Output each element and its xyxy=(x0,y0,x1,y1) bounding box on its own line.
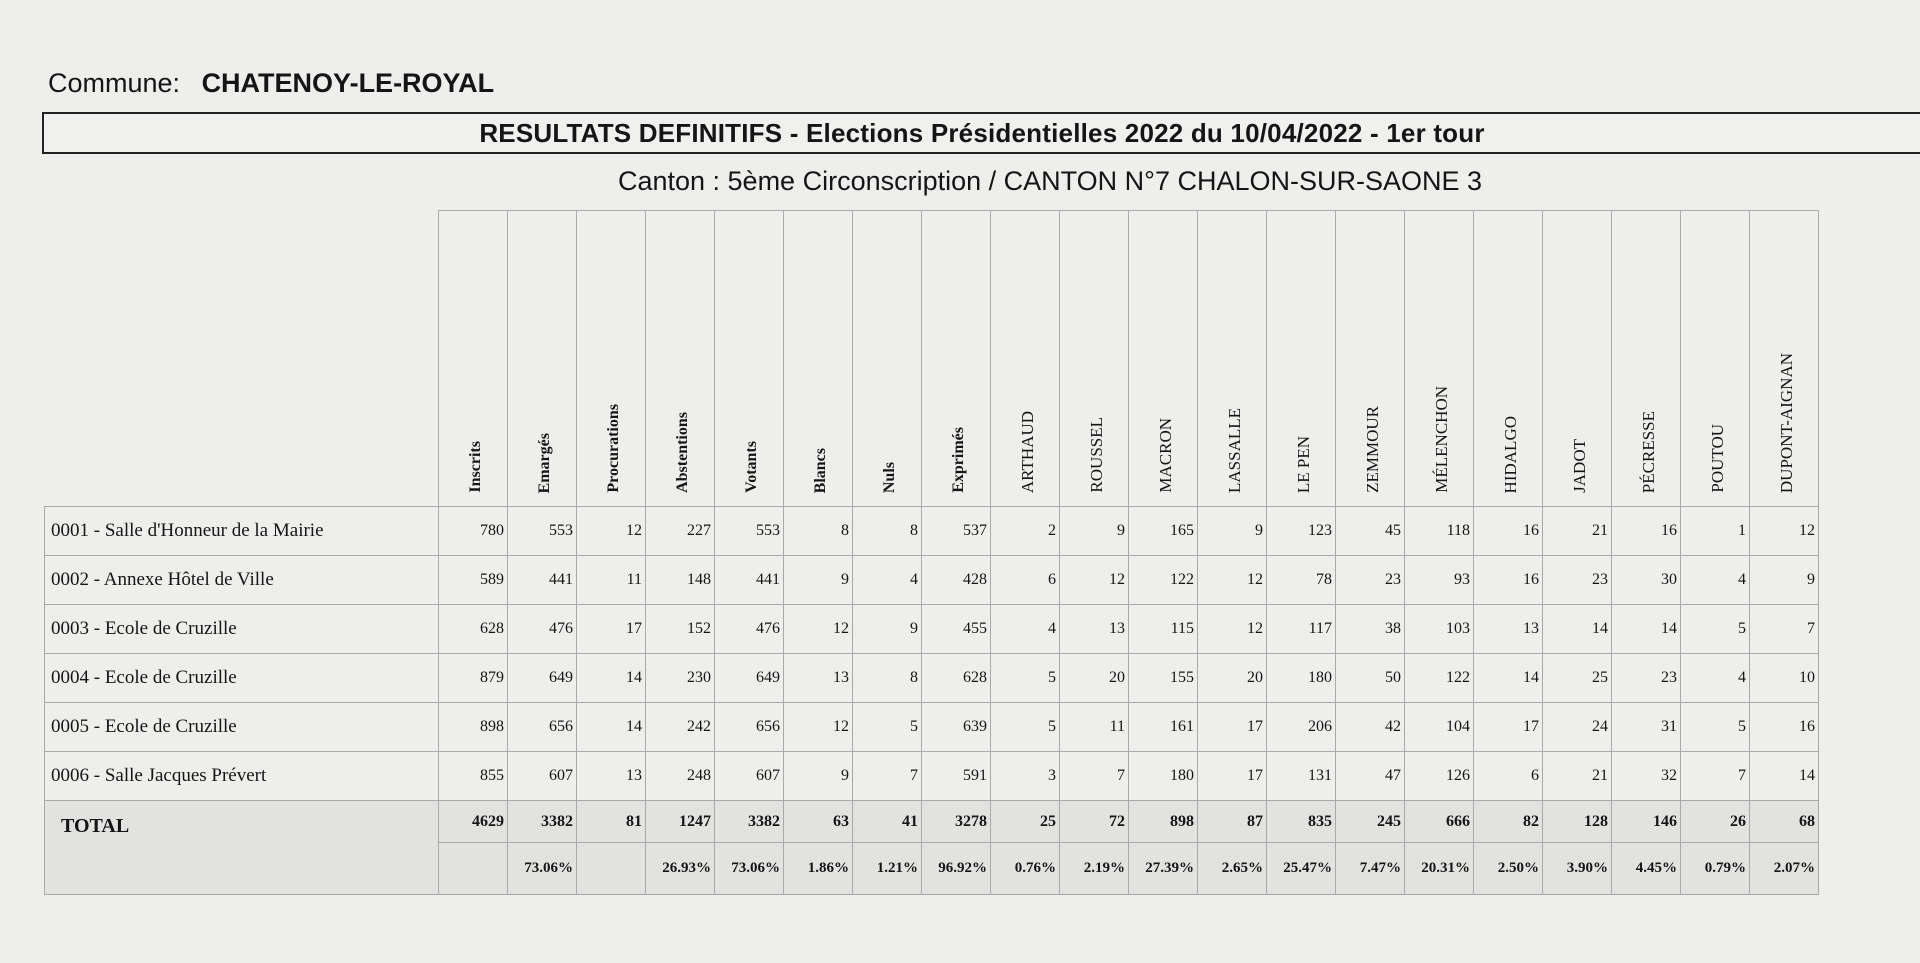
percentage-cell: 2.19% xyxy=(1060,843,1129,895)
table-cell: 12 xyxy=(1060,556,1129,605)
table-cell: 161 xyxy=(1129,703,1198,752)
column-header-melenchon xyxy=(1405,211,1474,507)
table-cell: 455 xyxy=(922,605,991,654)
table-cell: 38 xyxy=(1336,605,1405,654)
table-cell: 9 xyxy=(1060,507,1129,556)
table-cell: 9 xyxy=(853,605,922,654)
polling-station-name: 0006 - Salle Jacques Prévert xyxy=(45,752,439,801)
table-cell: 131 xyxy=(1267,752,1336,801)
table-cell: 441 xyxy=(715,556,784,605)
total-cell: 835 xyxy=(1267,801,1336,843)
total-label: TOTAL xyxy=(45,801,439,843)
table-cell: 14 xyxy=(577,654,646,703)
column-header-emarges xyxy=(508,211,577,507)
table-cell: 5 xyxy=(853,703,922,752)
table-cell: 476 xyxy=(508,605,577,654)
total-cell: 245 xyxy=(1336,801,1405,843)
column-header-label: Nuls xyxy=(881,461,898,493)
column-header-hidalgo xyxy=(1474,211,1543,507)
table-cell: 21 xyxy=(1543,752,1612,801)
table-cell: 13 xyxy=(577,752,646,801)
table-cell: 93 xyxy=(1405,556,1474,605)
table-cell: 17 xyxy=(1474,703,1543,752)
table-cell: 7 xyxy=(1681,752,1750,801)
percentage-cell: 0.79% xyxy=(1681,843,1750,895)
table-cell: 553 xyxy=(715,507,784,556)
table-cell: 649 xyxy=(715,654,784,703)
table-cell: 537 xyxy=(922,507,991,556)
table-cell: 16 xyxy=(1750,703,1819,752)
table-row xyxy=(45,507,1819,556)
table-cell: 148 xyxy=(646,556,715,605)
table-cell: 855 xyxy=(439,752,508,801)
table-cell: 16 xyxy=(1474,507,1543,556)
column-header-label: Procurations xyxy=(605,404,622,493)
table-cell: 5 xyxy=(991,654,1060,703)
canton-line: Canton : 5ème Circonscription / CANTON N°7 CHALON-SUR-SAONE 3 xyxy=(617,166,1483,196)
table-cell: 14 xyxy=(577,703,646,752)
column-header-abstentions xyxy=(646,211,715,507)
commune-name: CHATENOY-LE-ROYAL xyxy=(201,68,495,98)
column-header-lassalle xyxy=(1198,211,1267,507)
table-cell: 649 xyxy=(508,654,577,703)
table-cell: 8 xyxy=(784,507,853,556)
column-header-le-pen xyxy=(1267,211,1336,507)
column-header-blancs xyxy=(784,211,853,507)
total-cell: 87 xyxy=(1198,801,1267,843)
table-cell: 9 xyxy=(1750,556,1819,605)
table-cell: 17 xyxy=(577,605,646,654)
column-header-dupont-aignan xyxy=(1750,211,1819,507)
table-cell: 476 xyxy=(715,605,784,654)
table-cell: 9 xyxy=(1198,507,1267,556)
table-cell: 20 xyxy=(1060,654,1129,703)
column-header-label: MÉLENCHON xyxy=(1432,386,1451,493)
table-cell: 242 xyxy=(646,703,715,752)
percentage-cell: 27.39% xyxy=(1129,843,1198,895)
column-header-procurations xyxy=(577,211,646,507)
table-cell: 12 xyxy=(784,605,853,654)
table-cell: 14 xyxy=(1543,605,1612,654)
percentage-cell: 2.65% xyxy=(1198,843,1267,895)
percentage-cell: 1.21% xyxy=(853,843,922,895)
table-cell: 553 xyxy=(508,507,577,556)
column-header-label: Blancs xyxy=(812,447,829,493)
percentage-cell: 7.47% xyxy=(1336,843,1405,895)
table-cell: 9 xyxy=(784,556,853,605)
table-cell: 118 xyxy=(1405,507,1474,556)
table-cell: 117 xyxy=(1267,605,1336,654)
total-cell: 1247 xyxy=(646,801,715,843)
table-cell: 248 xyxy=(646,752,715,801)
table-cell: 47 xyxy=(1336,752,1405,801)
column-header-label: MACRON xyxy=(1156,418,1175,493)
table-cell: 12 xyxy=(1198,556,1267,605)
total-cell: 146 xyxy=(1612,801,1681,843)
table-cell: 17 xyxy=(1198,703,1267,752)
table-cell: 879 xyxy=(439,654,508,703)
column-header-label: Emargés xyxy=(536,432,553,493)
table-cell: 180 xyxy=(1267,654,1336,703)
table-cell: 2 xyxy=(991,507,1060,556)
total-cell: 898 xyxy=(1129,801,1198,843)
table-cell: 230 xyxy=(646,654,715,703)
table-cell: 1 xyxy=(1681,507,1750,556)
polling-station-name: 0002 - Annexe Hôtel de Ville xyxy=(45,556,439,605)
total-cell: 63 xyxy=(784,801,853,843)
total-cell: 4629 xyxy=(439,801,508,843)
percentage-cell: 4.45% xyxy=(1612,843,1681,895)
table-cell: 4 xyxy=(1681,654,1750,703)
table-cell: 14 xyxy=(1750,752,1819,801)
table-cell: 5 xyxy=(1681,703,1750,752)
total-cell: 3382 xyxy=(508,801,577,843)
table-cell: 24 xyxy=(1543,703,1612,752)
table-cell: 12 xyxy=(577,507,646,556)
polling-station-name: 0005 - Ecole de Cruzille xyxy=(45,703,439,752)
table-cell: 628 xyxy=(439,605,508,654)
column-header-label: LE PEN xyxy=(1294,435,1313,493)
table-cell: 50 xyxy=(1336,654,1405,703)
column-header-arthaud xyxy=(991,211,1060,507)
commune-label: Commune: xyxy=(48,68,181,98)
column-header-macron xyxy=(1129,211,1198,507)
table-cell: 6 xyxy=(991,556,1060,605)
table-cell: 123 xyxy=(1267,507,1336,556)
table-cell: 23 xyxy=(1612,654,1681,703)
total-row xyxy=(45,801,1819,843)
percentage-cell xyxy=(439,843,508,895)
table-cell: 898 xyxy=(439,703,508,752)
table-row xyxy=(45,605,1819,654)
table-cell: 4 xyxy=(991,605,1060,654)
table-cell: 30 xyxy=(1612,556,1681,605)
table-cell: 11 xyxy=(1060,703,1129,752)
percentage-cell xyxy=(577,843,646,895)
total-cell: 26 xyxy=(1681,801,1750,843)
table-cell: 23 xyxy=(1543,556,1612,605)
table-cell: 13 xyxy=(1474,605,1543,654)
column-header-roussel xyxy=(1060,211,1129,507)
table-cell: 115 xyxy=(1129,605,1198,654)
table-body xyxy=(45,507,1819,895)
total-cell: 41 xyxy=(853,801,922,843)
table-cell: 780 xyxy=(439,507,508,556)
column-header-label: ZEMMOUR xyxy=(1363,406,1382,493)
percentage-cell: 2.50% xyxy=(1474,843,1543,895)
results-title: RESULTATS DEFINITIFS - Elections Présidentielles 2022 du 10/04/2022 - 1er tour xyxy=(479,118,1485,148)
table-cell: 8 xyxy=(853,507,922,556)
table-row xyxy=(45,556,1819,605)
header-row xyxy=(45,211,1819,507)
table-cell: 16 xyxy=(1474,556,1543,605)
column-header-label: ARTHAUD xyxy=(1018,410,1037,493)
column-header-label: Votants xyxy=(743,441,760,493)
table-cell: 20 xyxy=(1198,654,1267,703)
table-cell: 628 xyxy=(922,654,991,703)
percentage-cell: 25.47% xyxy=(1267,843,1336,895)
column-header-label: Inscrits xyxy=(467,441,484,493)
table-cell: 7 xyxy=(1750,605,1819,654)
table-cell: 7 xyxy=(1060,752,1129,801)
column-header-label: JADOT xyxy=(1570,439,1589,493)
table-cell: 14 xyxy=(1612,605,1681,654)
column-header-pecresse xyxy=(1612,211,1681,507)
column-header-nuls xyxy=(853,211,922,507)
results-banner xyxy=(42,112,1920,154)
column-header-votants xyxy=(715,211,784,507)
percentage-cell: 2.07% xyxy=(1750,843,1819,895)
table-cell: 4 xyxy=(1681,556,1750,605)
table-row xyxy=(45,752,1819,801)
total-cell: 25 xyxy=(991,801,1060,843)
table-cell: 3 xyxy=(991,752,1060,801)
table-cell: 10 xyxy=(1750,654,1819,703)
table-cell: 152 xyxy=(646,605,715,654)
table-cell: 12 xyxy=(1750,507,1819,556)
percentage-cell: 0.76% xyxy=(991,843,1060,895)
column-header-label: DUPONT-AIGNAN xyxy=(1777,352,1796,493)
table-cell: 7 xyxy=(853,752,922,801)
column-header-label: HIDALGO xyxy=(1501,415,1520,493)
table-cell: 126 xyxy=(1405,752,1474,801)
table-cell: 25 xyxy=(1543,654,1612,703)
table-cell: 155 xyxy=(1129,654,1198,703)
total-cell: 68 xyxy=(1750,801,1819,843)
table-row xyxy=(45,654,1819,703)
table-cell: 42 xyxy=(1336,703,1405,752)
table-cell: 122 xyxy=(1405,654,1474,703)
table-cell: 45 xyxy=(1336,507,1405,556)
table-cell: 8 xyxy=(853,654,922,703)
percentage-cell: 73.06% xyxy=(715,843,784,895)
column-header-label: Exprimés xyxy=(950,427,967,493)
column-header-label: PÉCRESSE xyxy=(1639,410,1658,493)
column-header-label: LASSALLE xyxy=(1225,408,1244,493)
table-cell: 31 xyxy=(1612,703,1681,752)
total-cell: 81 xyxy=(577,801,646,843)
table-cell: 656 xyxy=(508,703,577,752)
percentage-cell: 20.31% xyxy=(1405,843,1474,895)
table-cell: 103 xyxy=(1405,605,1474,654)
table-cell: 78 xyxy=(1267,556,1336,605)
table-cell: 16 xyxy=(1612,507,1681,556)
column-header-exprimes xyxy=(922,211,991,507)
column-header-poutou xyxy=(1681,211,1750,507)
table-cell: 607 xyxy=(715,752,784,801)
table-cell: 5 xyxy=(991,703,1060,752)
table-cell: 17 xyxy=(1198,752,1267,801)
percentage-cell: 3.90% xyxy=(1543,843,1612,895)
column-header-inscrits xyxy=(439,211,508,507)
table-row xyxy=(45,703,1819,752)
total-cell: 3382 xyxy=(715,801,784,843)
table-cell: 639 xyxy=(922,703,991,752)
table-cell: 13 xyxy=(1060,605,1129,654)
percentage-cell: 96.92% xyxy=(922,843,991,895)
table-cell: 4 xyxy=(853,556,922,605)
table-cell: 9 xyxy=(784,752,853,801)
percentage-row xyxy=(45,843,1819,895)
total-cell: 128 xyxy=(1543,801,1612,843)
column-header-label: Abstentions xyxy=(674,412,691,493)
total-cell: 72 xyxy=(1060,801,1129,843)
table-cell: 5 xyxy=(1681,605,1750,654)
column-header-label: POUTOU xyxy=(1708,424,1727,493)
table-cell: 21 xyxy=(1543,507,1612,556)
table-cell: 13 xyxy=(784,654,853,703)
total-cell: 3278 xyxy=(922,801,991,843)
percentage-cell: 26.93% xyxy=(646,843,715,895)
table-cell: 227 xyxy=(646,507,715,556)
table-cell: 441 xyxy=(508,556,577,605)
table-cell: 32 xyxy=(1612,752,1681,801)
table-cell: 165 xyxy=(1129,507,1198,556)
polling-station-name: 0004 - Ecole de Cruzille xyxy=(45,654,439,703)
table-cell: 11 xyxy=(577,556,646,605)
table-cell: 607 xyxy=(508,752,577,801)
table-cell: 589 xyxy=(439,556,508,605)
table-cell: 428 xyxy=(922,556,991,605)
table-cell: 104 xyxy=(1405,703,1474,752)
results-table xyxy=(44,210,1819,895)
percentage-cell: 1.86% xyxy=(784,843,853,895)
column-header-label: ROUSSEL xyxy=(1087,417,1106,493)
table-cell: 122 xyxy=(1129,556,1198,605)
percentage-cell: 73.06% xyxy=(508,843,577,895)
total-cell: 666 xyxy=(1405,801,1474,843)
table-cell: 23 xyxy=(1336,556,1405,605)
table-cell: 14 xyxy=(1474,654,1543,703)
polling-station-name: 0003 - Ecole de Cruzille xyxy=(45,605,439,654)
header-corner xyxy=(45,211,439,507)
table-cell: 12 xyxy=(1198,605,1267,654)
table-cell: 206 xyxy=(1267,703,1336,752)
polling-station-name: 0001 - Salle d'Honneur de la Mairie xyxy=(45,507,439,556)
table-cell: 180 xyxy=(1129,752,1198,801)
column-header-zemmour xyxy=(1336,211,1405,507)
percentage-row-label xyxy=(45,843,439,895)
table-cell: 6 xyxy=(1474,752,1543,801)
column-header-jadot xyxy=(1543,211,1612,507)
table-cell: 656 xyxy=(715,703,784,752)
commune-line xyxy=(48,68,494,99)
table-cell: 591 xyxy=(922,752,991,801)
table-cell: 12 xyxy=(784,703,853,752)
total-cell: 82 xyxy=(1474,801,1543,843)
